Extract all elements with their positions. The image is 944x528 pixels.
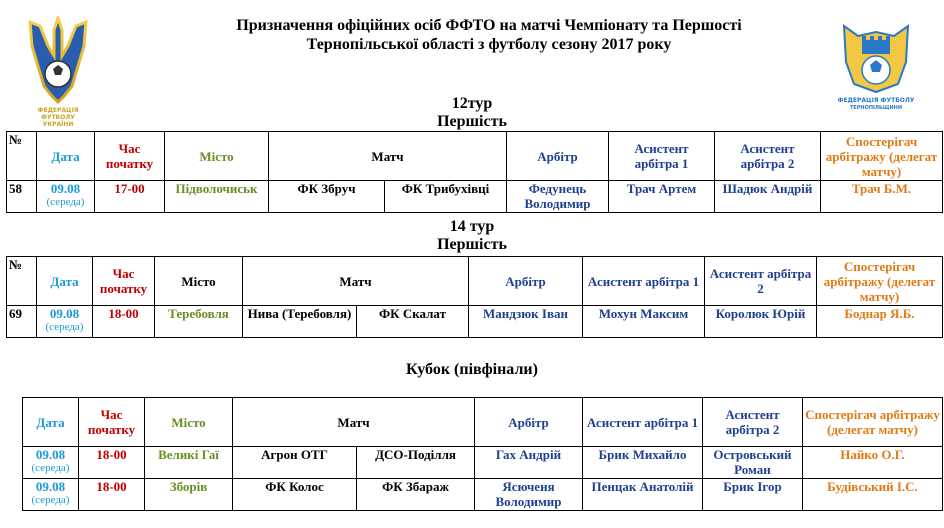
cell-time: 18-00 <box>79 479 145 511</box>
header-ar1: Асистент арбітра 1 <box>583 257 705 306</box>
section-round: 14 тур <box>449 218 495 235</box>
cell-place: Великі Гаї <box>145 447 233 479</box>
cell-ar1: Мохун Максим <box>583 306 705 338</box>
cell-away-team: ФК Скалат <box>357 306 469 338</box>
cell-home-team: ФК Збруч <box>269 181 385 213</box>
cell-date <box>23 479 79 511</box>
header-referee: Арбітр <box>475 398 583 447</box>
cell-date <box>23 447 79 479</box>
header-time: Час початку <box>79 398 145 447</box>
header-observer: Спостерігач арбітражу (делегат матчу) <box>803 398 943 447</box>
section-league: Першість <box>437 113 507 130</box>
cell-home-team: Нива (Теребовля) <box>243 306 357 338</box>
cell-ar2: Королюк Юрій <box>705 306 817 338</box>
section-round: Кубок (півфінали) <box>406 361 538 378</box>
date-value: 09.08 <box>50 181 81 196</box>
header-date: Дата <box>37 257 93 306</box>
table-row <box>23 479 943 511</box>
cell-time: 17-00 <box>95 181 165 213</box>
cell-time: 18-00 <box>79 447 145 479</box>
day-value: (середа) <box>31 462 70 474</box>
header-ar2: Асистент арбітра 2 <box>705 257 817 306</box>
cell-referee: Федунець Володимир <box>507 181 609 213</box>
svg-text:ФЕДЕРАЦІЯ: ФЕДЕРАЦІЯ <box>37 107 79 114</box>
header-observer: Спостерігач арбітражу (делегат матчу) <box>821 132 943 181</box>
table-header-row <box>7 257 943 306</box>
svg-text:ФУТБОЛУ: ФУТБОЛУ <box>41 114 75 121</box>
header-match: Матч <box>243 257 469 306</box>
svg-text:ФЕДЕРАЦІЯ ФУТБОЛУ: ФЕДЕРАЦІЯ ФУТБОЛУ <box>838 97 914 104</box>
table-header-row <box>7 132 943 181</box>
table-header-row <box>23 398 943 447</box>
table-row <box>7 181 943 213</box>
cell-observer: Боднар Я.Б. <box>817 306 943 338</box>
cell-date <box>37 306 93 338</box>
day-value: (середа) <box>31 494 70 506</box>
cell-home-team: ФК Колос <box>233 479 357 511</box>
header-date: Дата <box>37 132 95 181</box>
title-line-1: Призначення офіційних осіб ФФТО на матчі Чемпіонату та Першості <box>236 17 742 34</box>
section-round: 12тур <box>451 95 493 112</box>
cell-date <box>37 181 95 213</box>
cell-away-team: ФК Трибухівці <box>385 181 507 213</box>
date-value: 09.08 <box>35 447 66 462</box>
header-ar2: Асистент арбітра 2 <box>715 132 821 181</box>
header-place: Місто <box>165 132 269 181</box>
header-num: № <box>7 132 37 181</box>
day-value: (середа) <box>45 321 84 333</box>
header-match: Матч <box>269 132 507 181</box>
cell-away-team: ДСО-Поділля <box>357 447 475 479</box>
table-row <box>23 447 943 479</box>
header-referee: Арбітр <box>469 257 583 306</box>
cell-observer: Найко О.Г. <box>803 447 943 479</box>
cell-referee: Ясюченя Володимир <box>475 479 583 511</box>
cell-referee: Мандзюк Іван <box>469 306 583 338</box>
cell-ar1: Трач Артем <box>609 181 715 213</box>
header-ar1: Асистент арбітра 1 <box>609 132 715 181</box>
cell-observer: Трач Б.М. <box>821 181 943 213</box>
header-num: № <box>7 257 37 306</box>
header-place: Місто <box>155 257 243 306</box>
cell-place: Теребовля <box>155 306 243 338</box>
cell-home-team: Агрон ОТГ <box>233 447 357 479</box>
cell-place: Підволочиськ <box>165 181 269 213</box>
header-place: Місто <box>145 398 233 447</box>
cell-num: 69 <box>7 306 37 338</box>
header-observer: Спостерігач арбітражу (делегат матчу) <box>817 257 943 306</box>
date-value: 09.08 <box>35 479 66 494</box>
document-title <box>0 16 944 54</box>
schedule-table-3 <box>22 397 943 511</box>
schedule-table-2 <box>6 256 943 338</box>
header-ar2: Асистент арбітра 2 <box>703 398 803 447</box>
section-league: Першість <box>437 236 507 253</box>
header-date: Дата <box>23 398 79 447</box>
cell-referee: Гах Андрій <box>475 447 583 479</box>
cell-num: 58 <box>7 181 37 213</box>
cell-ar1: Пенцак Анатолій <box>583 479 703 511</box>
header-referee: Арбітр <box>507 132 609 181</box>
cell-time: 18-00 <box>93 306 155 338</box>
cell-place: Зборів <box>145 479 233 511</box>
header-ar1: Асистент арбітра 1 <box>583 398 703 447</box>
schedule-table-1 <box>6 131 943 213</box>
svg-text:УКРАЇНИ: УКРАЇНИ <box>42 121 74 126</box>
title-line-2: Тернопільської області з футболу сезону 2017 року <box>306 36 672 53</box>
date-value: 09.08 <box>49 306 80 321</box>
header-time: Час початку <box>95 132 165 181</box>
cell-away-team: ФК Збараж <box>357 479 475 511</box>
table-row <box>7 306 943 338</box>
svg-text:ТЕРНОПІЛЬЩИНИ: ТЕРНОПІЛЬЩИНИ <box>849 105 903 110</box>
cell-ar2: Шадюк Андрій <box>715 181 821 213</box>
cell-ar2: Островський Роман <box>703 447 803 479</box>
cell-ar2: Брик Ігор <box>703 479 803 511</box>
day-value: (середа) <box>46 196 85 208</box>
cell-ar1: Брик Михайло <box>583 447 703 479</box>
header-match: Матч <box>233 398 475 447</box>
cell-observer: Будівський І.С. <box>803 479 943 511</box>
header-time: Час початку <box>93 257 155 306</box>
